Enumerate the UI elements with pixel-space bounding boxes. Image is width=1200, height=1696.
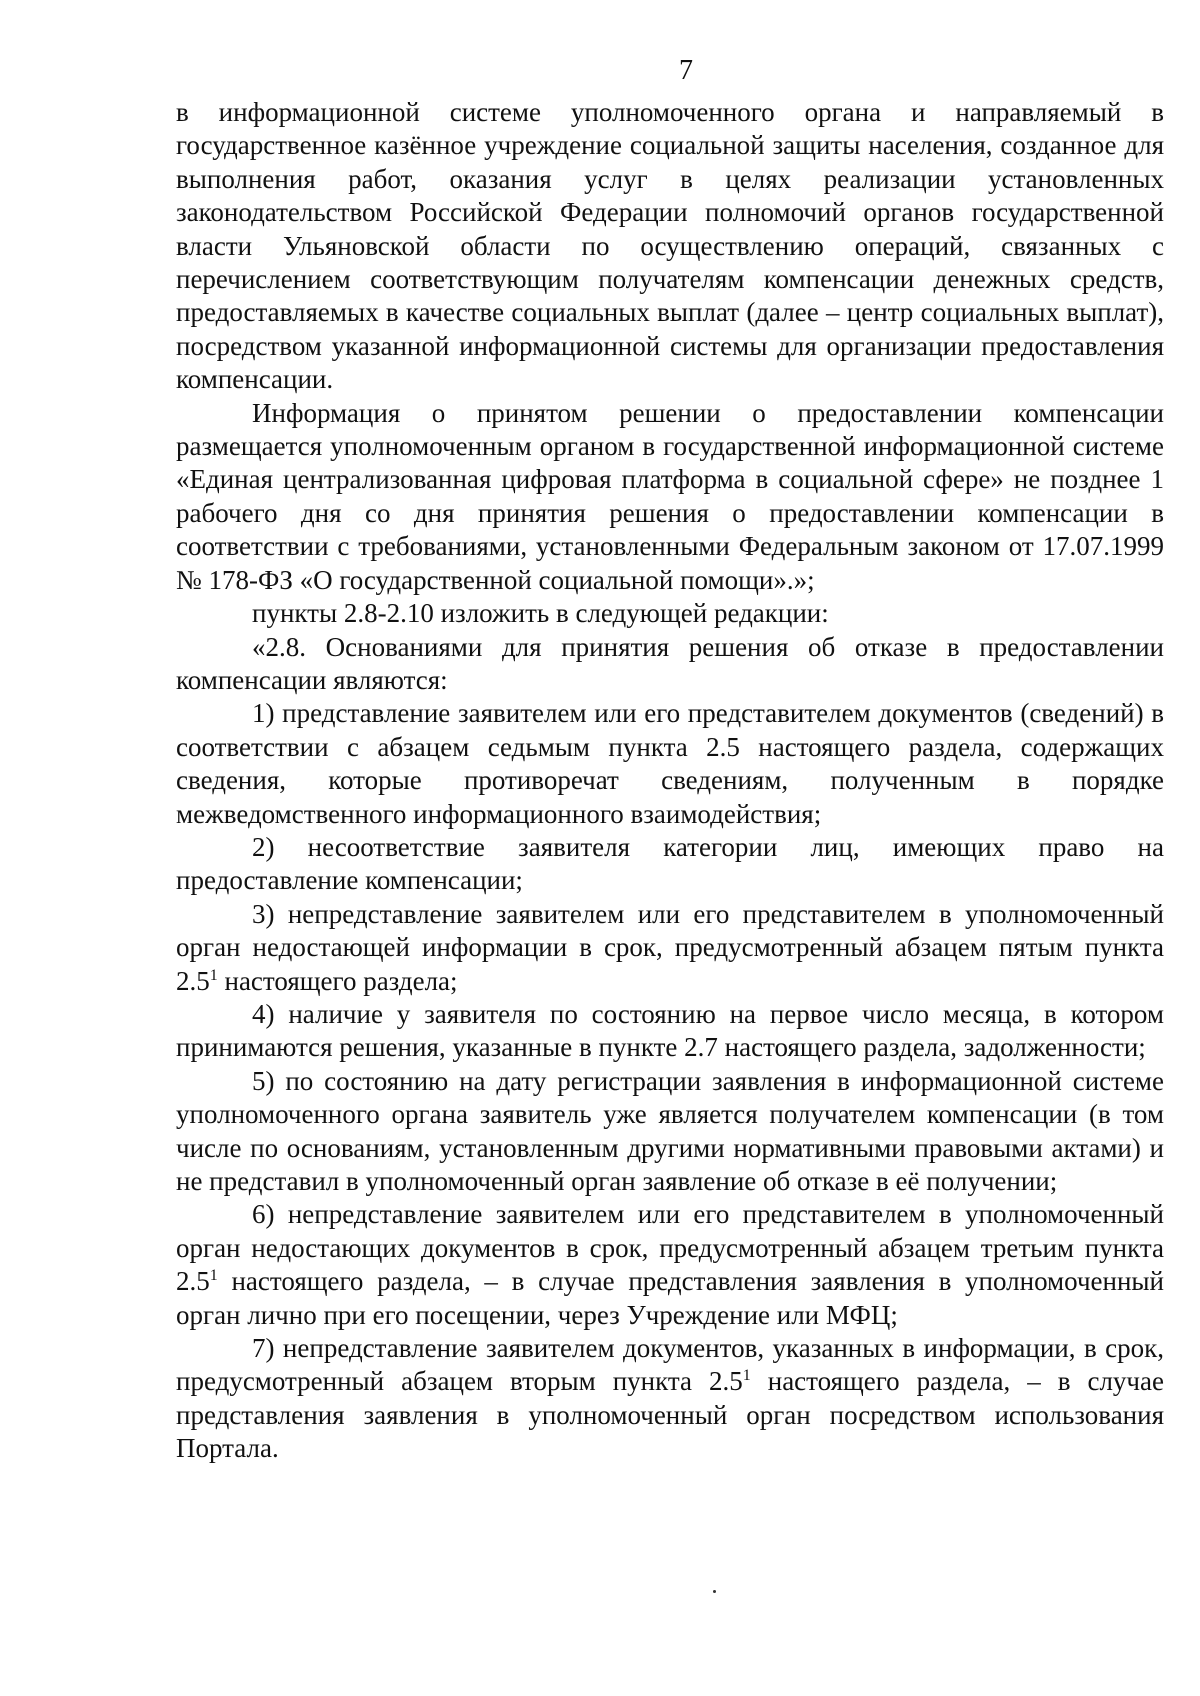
list-item-3-tail: настоящего раздела;: [217, 965, 458, 996]
paragraph-continuation: в информационной системе уполномоченного органа и направляемый в государственное казённое учреждение социальной защиты населения, созданное для выполнения работ, оказания услуг в целях реализации установленных законодательством Российской Федерации полномочий органов государственной власти Ульяновской области по осуществлению операций, связанных с перечислением соответствующим получателям компенсации денежных средств, предоставляемых в качестве социальных выплат (далее – центр социальных выплат), посредством указанной информационной системы для организации предоставления компенсации.: [176, 97, 1164, 395]
scan-speck: [713, 1590, 716, 1593]
list-item-1: 1) представление заявителем или его представителем документов (сведений) в соответствии с абзацем седьмым пункта 2.5 настоящего раздела, содержащих сведения, которые противоречат сведениям, полученным в порядке межведомственного информационного взаимодействия;: [176, 698, 1164, 829]
superscript-mark: 1: [209, 1267, 218, 1285]
list-item-3: [176, 898, 1164, 998]
list-item-2: 2) несоответствие заявителя категории лиц, имеющих право на предоставление компенсации;: [176, 831, 1164, 896]
list-item-7-text: 7) непредставление заявителем документов, указанных в информации, в срок, предусмотренный абзацем вторым пункта 2.5: [176, 1333, 1164, 1397]
list-item-6-tail: настоящего раздела, – в случае представления заявления в уполномоченный орган лично при его посещении, через Учреждение или МФЦ;: [176, 1266, 1164, 1330]
paragraph-clause-2-8: «2.8. Основаниями для принятия решения об отказе в предоставлении компенсации являются:: [176, 631, 1164, 695]
page-number: 7: [679, 55, 693, 86]
list-item-7-tail: настоящего раздела, – в случае представления заявления в уполномоченный орган посредством использования Портала.: [176, 1366, 1164, 1464]
paragraph-information-placement: Информация о принятом решении о предоставлении компенсации размещается уполномоченным органом в государственной информационной системе «Единая централизованная цифровая платформа в социальной сфере» не позднее 1 рабочего дня со дня принятия решения о предоставлении компенсации в соответствии с требованиями, установленными Федеральным законом от 17.07.1999 № 178-ФЗ «О государственной социальной помощи».»;: [176, 397, 1164, 595]
list-item-3-text: 3) непредставление заявителем или его представителем в уполномоченный орган недостающей информации в срок, предусмотренный абзацем пятым пункта 2.5: [176, 898, 1164, 996]
list-item-5: 5) по состоянию на дату регистрации заявления в информационной системе уполномоченного органа заявитель уже является получателем компенсации (в том числе по основаниям, установленным другими нормативными правовыми актами) и не представил в уполномоченный орган заявление об отказе в её получении;: [176, 1065, 1164, 1196]
list-item-7: [176, 1332, 1164, 1466]
list-item-6-text: 6) непредставление заявителем или его представителем в уполномоченный орган недостающих документов в срок, предусмотренный абзацем третьим пункта 2.5: [176, 1199, 1164, 1297]
list-item-4: 4) наличие у заявителя по состоянию на первое число месяца, в котором принимаются решения, указанные в пункте 2.7 настоящего раздела, задолженности;: [176, 998, 1164, 1063]
superscript-mark: 1: [742, 1367, 751, 1385]
document-body: [176, 96, 1164, 1466]
paragraph-amendment-intro: пункты 2.8-2.10 изложить в следующей редакции:: [252, 598, 829, 629]
list-item-6: [176, 1198, 1164, 1332]
superscript-mark: 1: [209, 966, 218, 984]
